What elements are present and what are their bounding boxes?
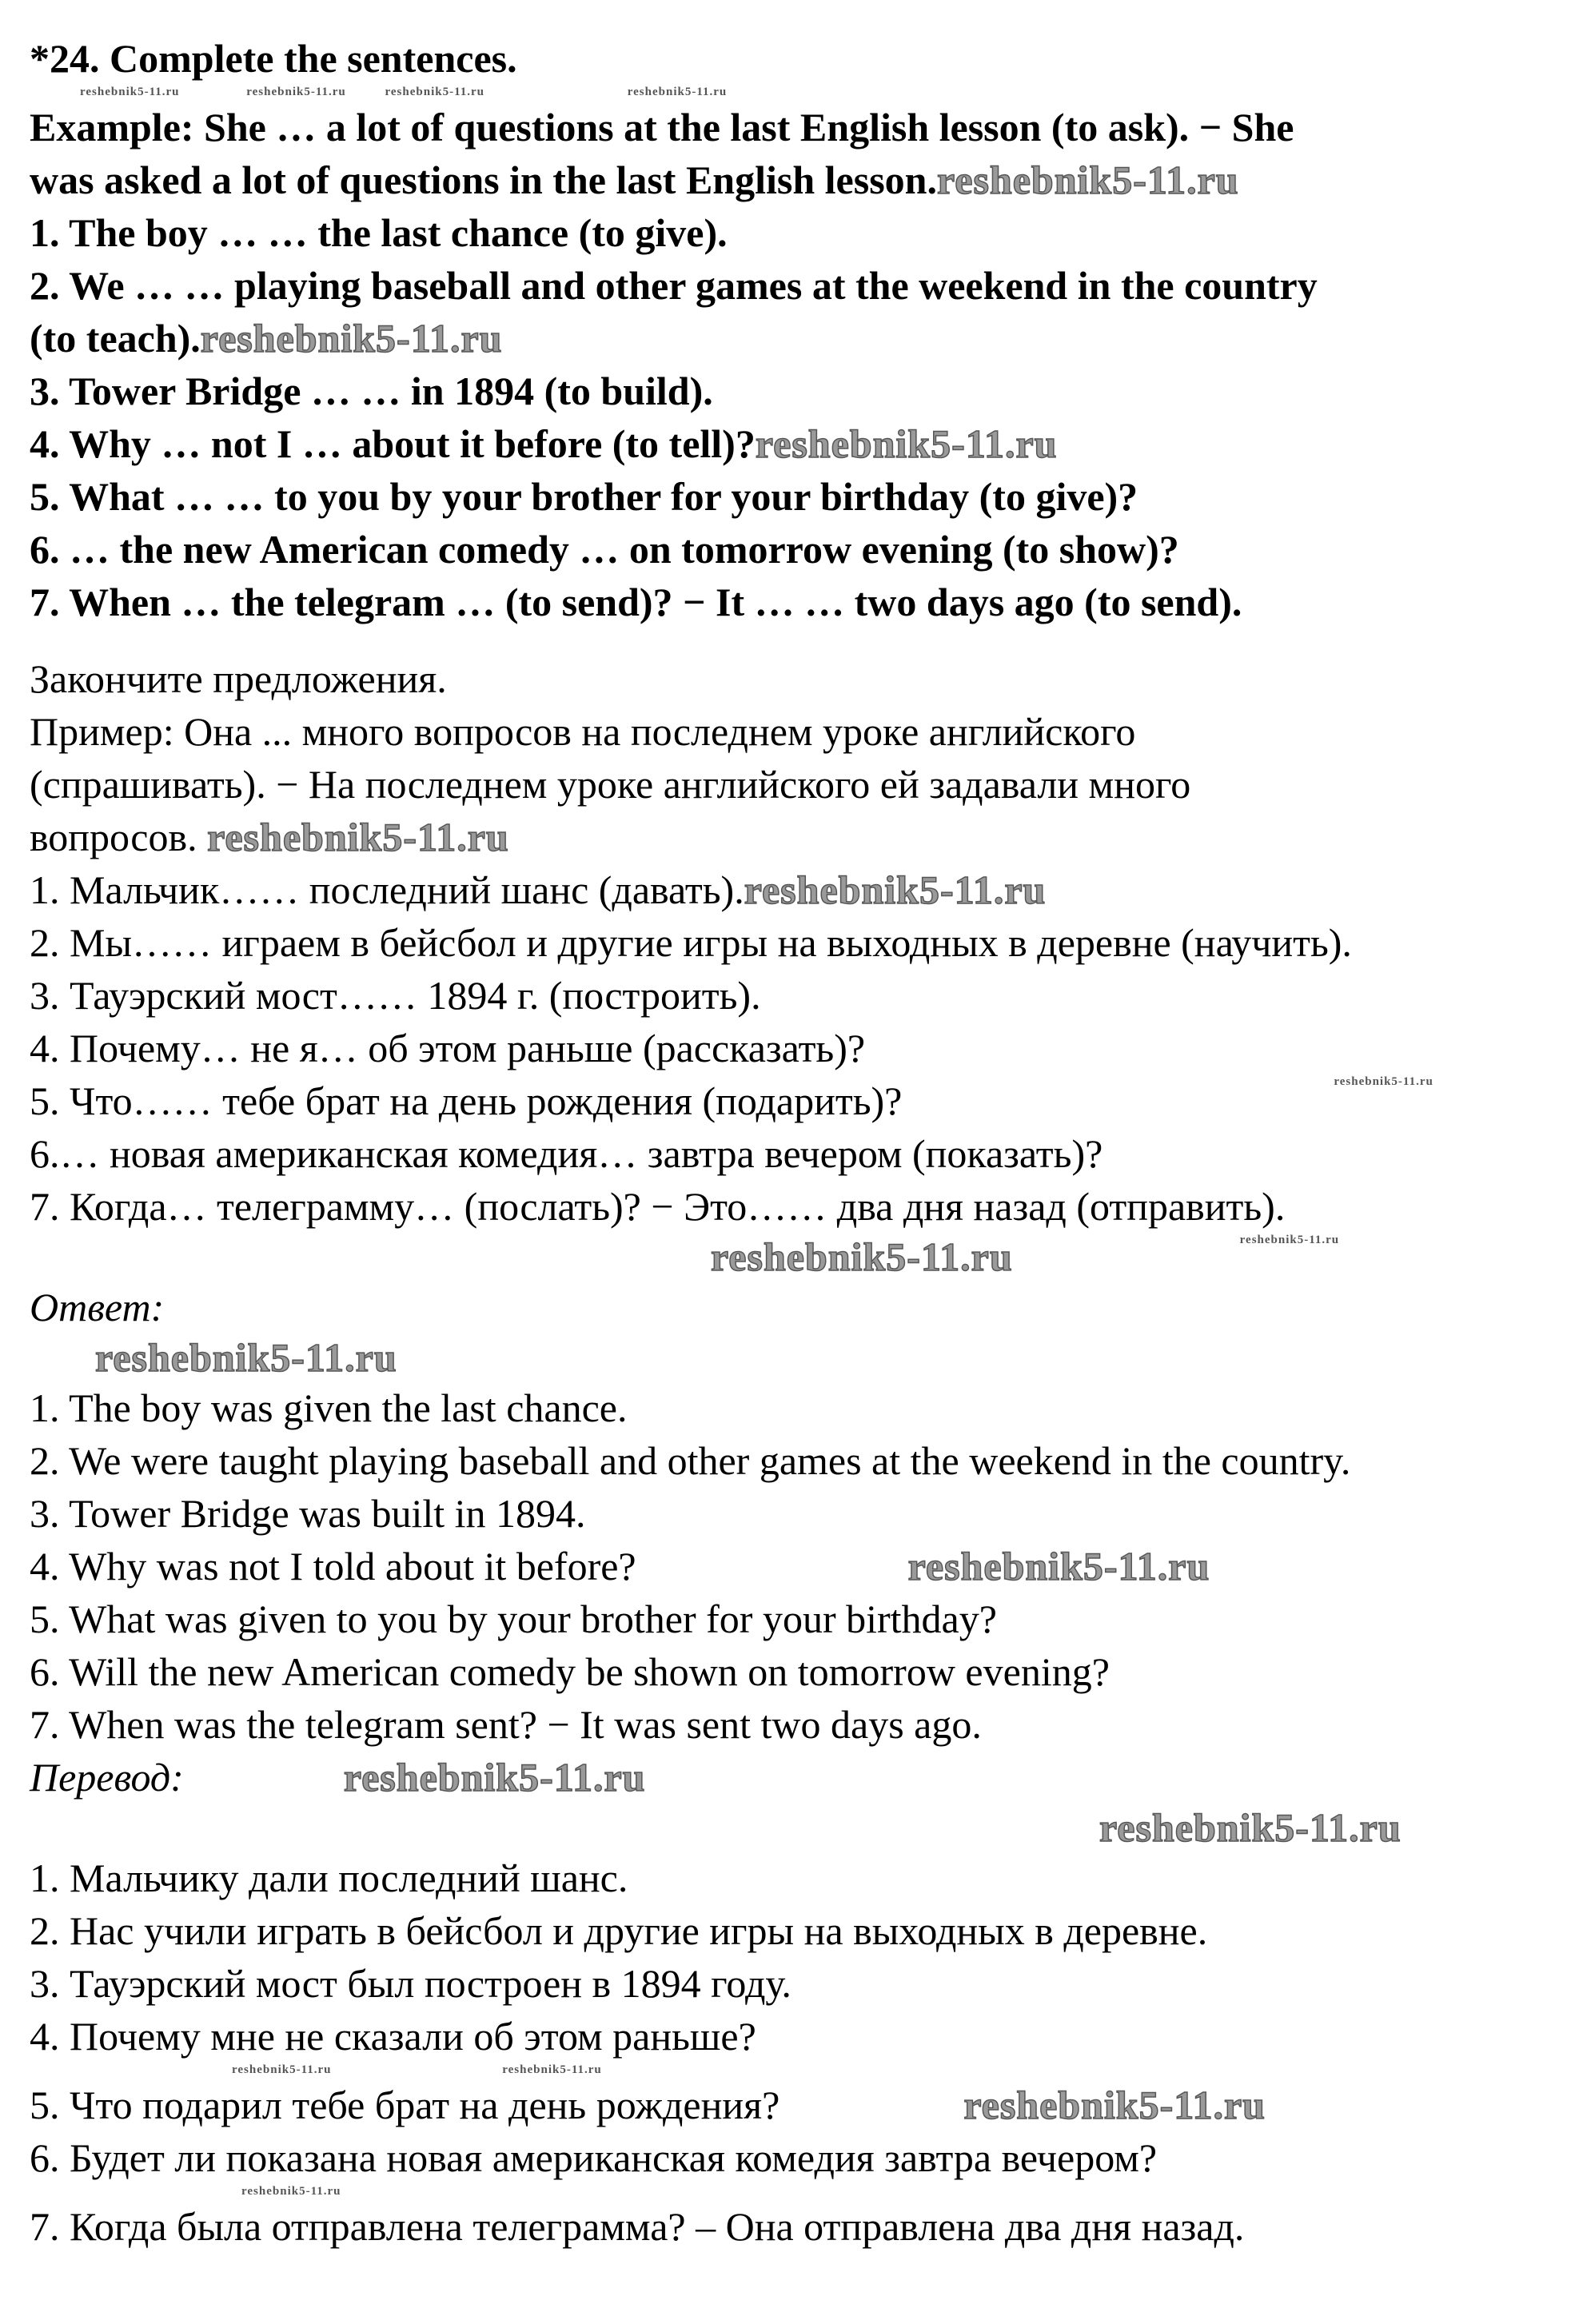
russian-example-line: Пример: Она ... много вопросов на последнем уроке английского (30, 709, 1136, 754)
exercise-english (30, 32, 1583, 628)
watermark-row (30, 2063, 1583, 2079)
russian-example-text: вопросов. (30, 815, 197, 859)
watermark: reshebnik5-11.ru (744, 867, 1047, 912)
exercise-item (30, 417, 1583, 470)
watermark: reshebnik5-11.ru (755, 421, 1058, 466)
watermark-row (30, 2184, 1583, 2200)
russian-item: 3. Тауэрский мост…… 1894 г. (построить). (30, 973, 761, 1018)
answer-item: 7. When was the telegram sent? − It was sent two days ago. (30, 1702, 982, 1747)
watermark: reshebnik5-11.ru (232, 2063, 332, 2076)
russian-item-text: 5. Что…… тебе брат на день рождения (подарить)? (30, 1078, 903, 1123)
russian-item (30, 1074, 1583, 1127)
watermark: reshebnik5-11.ru (711, 1234, 1013, 1279)
watermark: reshebnik5-11.ru (385, 86, 484, 98)
watermark-row (30, 1333, 1583, 1381)
exercise-item: 7. When … the telegram … (to send)? − It … … two days ago (to send). (30, 580, 1242, 624)
watermark: reshebnik5-11.ru (207, 815, 509, 859)
russian-item: 2. Мы…… играем в бейсбол и другие игры на выходных в деревне (научить). (30, 920, 1352, 965)
watermark: reshebnik5-11.ru (936, 157, 1239, 202)
exercise-item-text: 4. Why … not I … about it before (to tell)? (30, 421, 756, 466)
russian-example-line: (спрашивать). − На последнем уроке английского ей задавали много (30, 762, 1191, 807)
exercise-item: 5. What … … to you by your brother for your birthday (to give)? (30, 474, 1138, 519)
watermark: reshebnik5-11.ru (200, 316, 503, 361)
exercise-item: 1. The boy … … the last chance (to give). (30, 210, 728, 255)
document-page (30, 32, 1583, 2253)
watermark: reshebnik5-11.ru (1334, 1075, 1433, 1088)
watermark: reshebnik5-11.ru (1239, 1234, 1340, 1246)
exercise-title: *24. Complete the sentences. (30, 36, 517, 81)
answer-heading: Ответ: (30, 1285, 165, 1329)
answer-section (30, 1281, 1583, 1751)
watermark: reshebnik5-11.ru (95, 1335, 397, 1380)
watermark: reshebnik5-11.ru (246, 86, 346, 98)
watermark-row (30, 85, 1583, 101)
exercise-item: 2. We … … playing baseball and other games at the weekend in the country (30, 263, 1318, 308)
watermark: reshebnik5-11.ru (80, 86, 180, 98)
translation-heading: Перевод: (30, 1755, 184, 1800)
translation-item: 4. Почему мне не сказали об этом раньше? (30, 2014, 756, 2059)
watermark: reshebnik5-11.ru (627, 86, 728, 98)
watermark-row (30, 1233, 1583, 1281)
russian-item: 4. Почему… не я… об этом раньше (рассказать)? (30, 1026, 866, 1070)
exercise-russian (30, 652, 1583, 1281)
exercise-item-text: (to teach). (30, 316, 201, 361)
exercise-item: 3. Tower Bridge … … in 1894 (to build). (30, 369, 713, 413)
russian-example-line (30, 811, 1583, 863)
watermark: reshebnik5-11.ru (343, 1755, 646, 1800)
example-line: Example: She … a lot of questions at the last English lesson (to ask). − She (30, 105, 1294, 149)
watermark-row (30, 1804, 1583, 1852)
answer-item: 6. Will the new American comedy be shown on tomorrow evening? (30, 1649, 1110, 1694)
translation-item: 1. Мальчику дали последний шанс. (30, 1856, 628, 1900)
example-line (30, 153, 1583, 206)
answer-item: 2. We were taught playing baseball and other games at the weekend in the country. (30, 1438, 1351, 1483)
watermark: reshebnik5-11.ru (1099, 1805, 1402, 1850)
example-text: was asked a lot of questions in the last English lesson. (30, 157, 937, 202)
russian-item: 7. Когда… телеграмму… (послать)? − Это…… два дня назад (отправить). (30, 1184, 1286, 1229)
answer-item-text: 4. Why was not I told about it before? (30, 1544, 636, 1589)
translation-item-text: 5. Что подарил тебе брат на день рождения? (30, 2083, 780, 2127)
russian-title: Закончите предложения. (30, 656, 447, 701)
watermark: reshebnik5-11.ru (907, 1544, 1210, 1589)
translation-item: 3. Тауэрский мост был построен в 1894 году. (30, 1961, 792, 2006)
translation-item (30, 2079, 1583, 2131)
watermark: reshebnik5-11.ru (502, 2063, 602, 2076)
watermark: reshebnik5-11.ru (963, 2083, 1266, 2127)
exercise-item: 6. … the new American comedy … on tomorrow evening (to show)? (30, 527, 1179, 572)
russian-item (30, 863, 1583, 916)
watermark: reshebnik5-11.ru (241, 2185, 341, 2198)
translation-heading-line (30, 1751, 1583, 1804)
russian-item: 6.… новая американская комедия… завтра вечером (показать)? (30, 1131, 1103, 1176)
translation-item: 7. Когда была отправлена телеграмма? – Она отправлена два дня назад. (30, 2204, 1245, 2249)
answer-item: 5. What was given to you by your brother for your birthday? (30, 1597, 997, 1641)
answer-item: 1. The boy was given the last chance. (30, 1385, 628, 1430)
answer-item (30, 1540, 1583, 1593)
translation-item: 6. Будет ли показана новая американская комедия завтра вечером? (30, 2135, 1158, 2180)
answer-item: 3. Tower Bridge was built in 1894. (30, 1491, 586, 1536)
russian-item-text: 1. Мальчик…… последний шанс (давать). (30, 867, 744, 912)
exercise-item (30, 312, 1583, 365)
translation-section (30, 1751, 1583, 2253)
translation-item: 2. Нас учили играть в бейсбол и другие игры на выходных в деревне. (30, 1908, 1208, 1953)
